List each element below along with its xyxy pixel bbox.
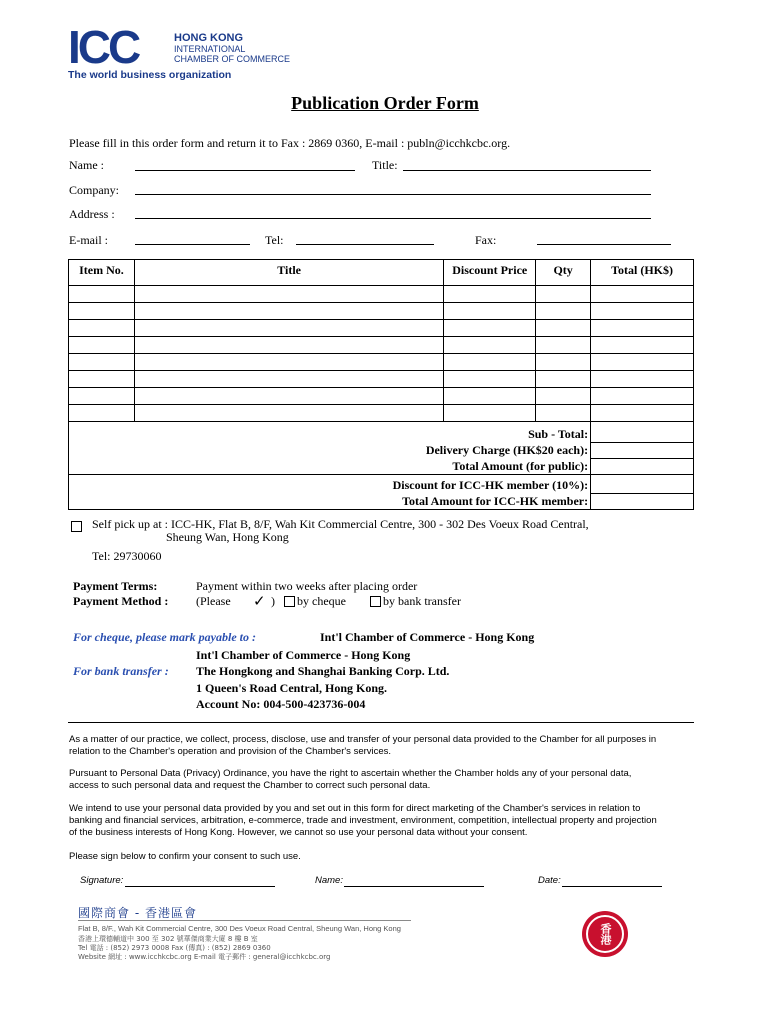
logo-mark: ICC <box>68 21 139 73</box>
form-title: Publication Order Form <box>291 93 479 113</box>
privacy-p2: Pursuant to Personal Data (Privacy) Ordinance, you have the right to ascertain whether the Chamber holds any of your personal data, access to such personal data and request the Chamber to correct such personal data. <box>69 768 632 791</box>
subtotal-label: Sub - Total: <box>69 422 591 443</box>
table-row[interactable] <box>69 303 694 320</box>
seal-text: 香港 <box>599 923 612 945</box>
bank-line-3: 1 Queen's Road Central, Hong Kong. <box>196 681 388 695</box>
tel-label: Tel: <box>265 233 284 247</box>
header-discount-price: Discount Price <box>444 260 536 286</box>
fax-label: Fax: <box>475 233 497 247</box>
total-member-label: Total Amount for ICC-HK member: <box>69 493 591 510</box>
table-row[interactable] <box>69 354 694 371</box>
footer-web: Website 網址 : www.icchkcbc.org E-mail 電子郵件 : general@icchkcbc.org <box>78 953 331 961</box>
pickup-tel: Tel: 29730060 <box>92 549 162 563</box>
bank-line-4: Account No: 004-500-423736-004 <box>196 697 366 711</box>
signature-field[interactable] <box>125 886 275 887</box>
address-label: Address : <box>69 207 115 221</box>
sign-name-field[interactable] <box>344 886 484 887</box>
seal-inner-ring <box>586 915 624 953</box>
bank-line-1: Int'l Chamber of Commerce - Hong Kong <box>196 648 411 662</box>
icc-logo <box>68 21 298 84</box>
header-total: Total (HK$) <box>591 260 694 286</box>
payment-close-paren: ) <box>271 594 275 608</box>
footer-phone: Tel 電話 : (852) 2973 0008 Fax (傳真) : (852) 2869 0360 <box>78 944 271 952</box>
privacy-p3: We intend to use your personal data provided by you and set out in this form for direct marketing of the Chamber's services in relation to banking and financial services, arbitration, e-commerce, trade and investment, environment, competition, intellectual property and projection of the business interests of Hong Kong. However, we cannot so use your personal data without your consent. <box>69 803 657 838</box>
date-label: Date: <box>538 875 561 886</box>
bank-line-2: The Hongkong and Shanghai Banking Corp. Ltd. <box>196 664 450 678</box>
payment-terms-value: Payment within two weeks after placing order <box>196 579 418 593</box>
cheque-note: For cheque, please mark payable to : <box>73 630 256 644</box>
footer-address-en: Flat B, 8/F., Wah Kit Commercial Centre, 300 Des Voeux Road Central, Sheung Wan, Hong Kong <box>78 924 401 933</box>
company-label: Company: <box>69 183 119 197</box>
pickup-line-1: Self pick up at : ICC-HK, Flat B, 8/F, Wah Kit Commercial Centre, 300 - 302 Des Voeux Road Central, <box>92 517 589 531</box>
table-row[interactable] <box>69 320 694 337</box>
bank-transfer-label: by bank transfer <box>383 594 461 608</box>
divider <box>68 722 694 723</box>
table-row[interactable] <box>69 405 694 422</box>
date-field[interactable] <box>562 886 662 887</box>
email-label: E-mail : <box>69 233 108 247</box>
delivery-label: Delivery Charge (HK$20 each): <box>69 442 591 458</box>
bank-transfer-checkbox[interactable] <box>370 596 381 607</box>
email-field[interactable] <box>135 244 250 245</box>
cheque-payee: Int'l Chamber of Commerce - Hong Kong <box>320 630 535 644</box>
fax-field[interactable] <box>537 244 671 245</box>
tick-mark: ✓ <box>253 594 266 610</box>
header-title: Title <box>134 260 443 286</box>
privacy-p1: As a matter of our practice, we collect, process, disclose, use and transfer of your personal data provided to the Chamber for all purposes in relation to the Chamber's operation and provision of the Chamber's services. <box>69 734 657 757</box>
payment-please: (Please <box>196 594 231 608</box>
payment-terms-label: Payment Terms: <box>73 579 158 593</box>
name-label: Name : <box>69 158 104 172</box>
cheque-checkbox[interactable] <box>284 596 295 607</box>
total-member-row <box>69 493 694 510</box>
payment-method-label: Payment Method : <box>73 594 169 608</box>
table-header-row <box>69 260 694 286</box>
address-field[interactable] <box>135 218 651 219</box>
total-public-row <box>69 458 694 475</box>
hong-kong-seal <box>582 911 628 957</box>
footer-divider <box>78 920 411 921</box>
logo-line-3: CHAMBER OF COMMERCE <box>174 54 291 64</box>
name-field[interactable] <box>135 170 355 171</box>
title-field[interactable] <box>403 170 651 171</box>
footer-address-zh: 香港上環德輔道中 300 至 302 號華傑商業大廈 8 樓 B 室 <box>78 935 258 943</box>
logo-tagline: The world business organization <box>68 69 232 81</box>
table-row[interactable] <box>69 388 694 405</box>
header-qty: Qty <box>536 260 591 286</box>
pickup-checkbox[interactable] <box>71 521 82 532</box>
total-public-value[interactable] <box>591 458 694 475</box>
tel-field[interactable] <box>296 244 434 245</box>
form-intro: Please fill in this order form and return it to Fax : 2869 0360, E-mail : publn@icchkcbc.org. <box>69 136 511 150</box>
table-row[interactable] <box>69 286 694 303</box>
logo-line-1: HONG KONG <box>174 32 244 44</box>
total-member-value[interactable] <box>591 493 694 510</box>
delivery-row <box>69 442 694 458</box>
header-item-no: Item No. <box>69 260 135 286</box>
order-table <box>68 259 694 510</box>
signature-label: Signature: <box>80 875 124 886</box>
privacy-p4: Please sign below to confirm your consent to such use. <box>69 851 301 862</box>
discount-value[interactable] <box>591 475 694 494</box>
title-label: Title: <box>372 158 398 172</box>
discount-label: Discount for ICC-HK member (10%): <box>69 475 591 494</box>
cheque-label: by cheque <box>297 594 346 608</box>
subtotal-value[interactable] <box>591 422 694 443</box>
total-public-label: Total Amount (for public): <box>69 458 591 475</box>
discount-row <box>69 475 694 494</box>
pickup-line-2: Sheung Wan, Hong Kong <box>166 530 289 544</box>
company-field[interactable] <box>135 194 651 195</box>
table-row[interactable] <box>69 371 694 388</box>
footer-chinese-name: 國際商會 - 香港區會 <box>78 906 197 920</box>
bank-note: For bank transfer : <box>73 664 169 678</box>
sign-name-label: Name: <box>315 875 343 886</box>
delivery-value[interactable] <box>591 442 694 458</box>
table-row[interactable] <box>69 337 694 354</box>
subtotal-row <box>69 422 694 443</box>
logo-line-2: INTERNATIONAL <box>174 44 246 54</box>
